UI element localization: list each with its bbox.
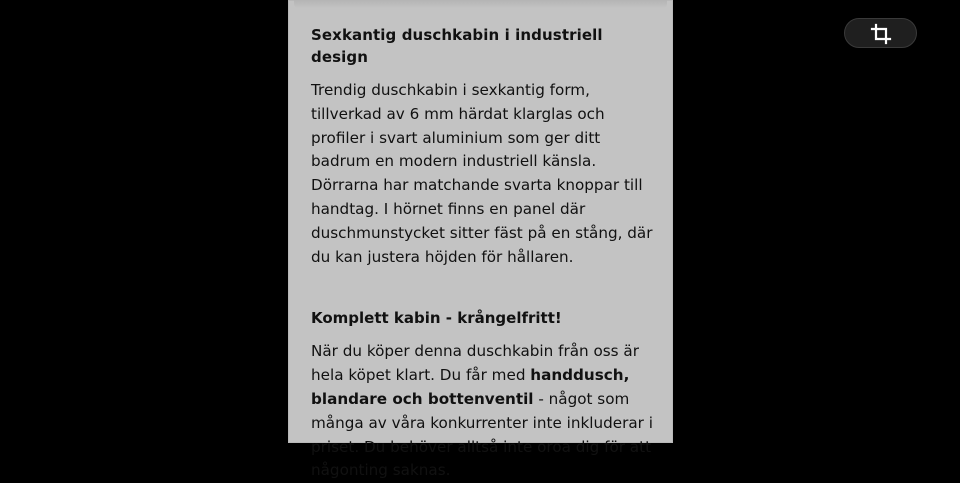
page-edge-shadow	[294, 0, 667, 8]
crop-button[interactable]	[844, 18, 917, 48]
section1-body: Trendig duschkabin i sexkantig form, tillverkad av 6 mm härdat klarglas och profiler i svart aluminium som ger ditt badrum en modern industriell känsla. Dörrarna har matchande svarta knoppar till handtag. I hörnet finns en panel där duschmunstycket sitter fäst på en stång, där du kan justera höjden för hållaren.	[311, 81, 653, 266]
section2-body	[311, 340, 656, 483]
section2-body-part1: När du köper denna duschkabin från oss är hela köpet klart. Du får med	[311, 342, 639, 385]
section2-heading: Komplett kabin - krångelfritt!	[311, 309, 562, 328]
article-content	[311, 24, 656, 483]
crop-icon	[871, 24, 891, 44]
section2-body-bold: handdusch, blandare och bottenventil	[311, 366, 630, 408]
document-page	[288, 0, 673, 480]
section2-body-part2: - något som många av våra konkurrenter inte inkluderar i priset. Du behöver alltså inte oroa dig för att någonting saknas.	[311, 389, 653, 480]
section1-heading: Sexkantig duschkabin i industriell design	[311, 26, 603, 66]
